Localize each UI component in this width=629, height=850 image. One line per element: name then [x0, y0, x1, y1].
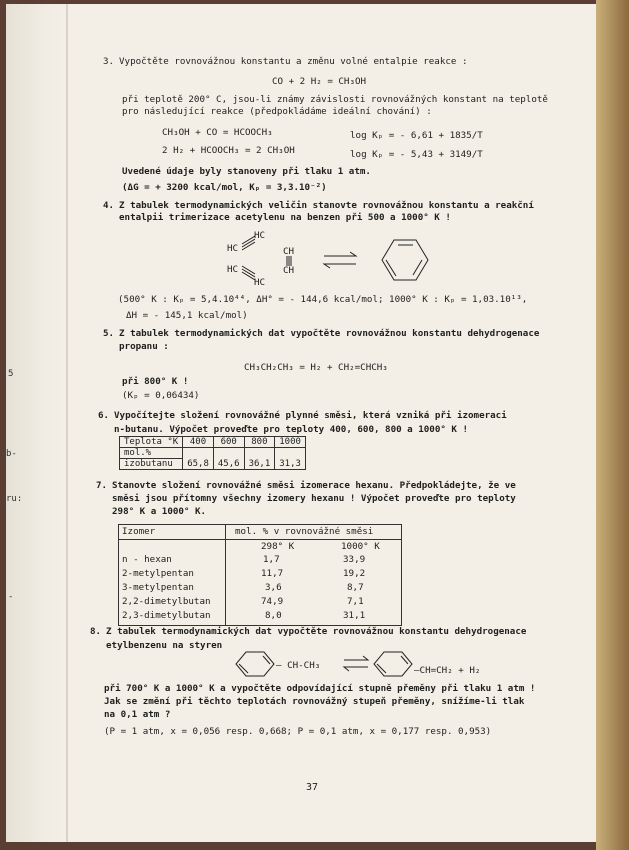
- p3-reaction-2: 2 H₂ + HCOOCH₃ = 2 CH₃OH: [162, 145, 295, 156]
- page-sheet: [6, 4, 596, 842]
- problem-number: 7.: [96, 480, 108, 491]
- benzene-double-bonds-icon: [239, 656, 270, 673]
- p7-text: Stanovte složení rovnovážné směsi izomerace hexanu. Předpokládejte, že ve: [112, 480, 516, 491]
- table-cell: 3,6: [265, 582, 282, 593]
- isomer-name: 2,3-dimetylbutan: [122, 610, 211, 621]
- table-header: mol. % v rovnovážné směsi: [235, 526, 374, 537]
- p3-text: Uvedené údaje byly stanoveny při tlaku 1 atm.: [122, 166, 371, 177]
- benzene-double-bonds-icon: [377, 656, 408, 673]
- p5-text: propanu :: [119, 341, 169, 352]
- table-cell: 8,7: [347, 582, 364, 593]
- p7-text: 298° K a 1000° K.: [112, 506, 207, 517]
- problem-number: 6.: [98, 410, 110, 421]
- p8-answer: (P = 1 atm, x = 0,056 resp. 0,668; P = 0,1 atm, x = 0,177 resp. 0,953): [104, 726, 492, 737]
- p8-text: etylbenzenu na styren: [106, 640, 223, 651]
- benzene-ring-icon: [236, 652, 274, 676]
- problem-number: 8.: [90, 626, 102, 637]
- table-cell: 19,2: [343, 568, 366, 579]
- acetylene-label: HC: [254, 277, 266, 288]
- table-subheader: 1000° K: [341, 541, 380, 552]
- acetylene-label: CH: [283, 265, 295, 276]
- table-cell: 74,9: [261, 596, 284, 607]
- p5-text: Z tabulek termodynamických dat vypočtěte rovnovážnou konstantu dehydrogenace: [119, 328, 540, 339]
- table-cell: 36,1: [244, 448, 275, 470]
- table-cell: 8,0: [265, 610, 282, 621]
- table-cell: 33,9: [343, 554, 366, 565]
- isomer-name: 2,2-dimetylbutan: [122, 596, 211, 607]
- p5-text: při 800° K !: [122, 376, 189, 387]
- table-cell: 800: [244, 437, 275, 448]
- p8-text: na 0,1 atm ?: [104, 709, 171, 720]
- p8-text: Jak se změní při těchto teplotách rovnovážný stupeň přeměny, snížíme-li tlak: [104, 696, 525, 707]
- p6-text: n-butanu. Výpočet proveďte pro teploty 400, 600, 800 a 1000° K !: [114, 424, 469, 435]
- p3-text: pro následující reakce (předpokládáme ideální chování) :: [122, 106, 432, 117]
- margin-fragment: b-: [6, 449, 17, 459]
- p3-logk-2: log Kₚ = - 5,43 + 3149/T: [350, 149, 483, 160]
- p3-answer: (ΔG = + 3200 kcal/mol, Kₚ = 3,3.10⁻²): [122, 182, 327, 193]
- isomer-name: 2-metylpentan: [122, 568, 194, 579]
- table-cell: 600: [213, 437, 244, 448]
- p4-answer: (500° K : Kₚ = 5,4.10⁴⁴, ΔH° = - 144,6 kcal/mol; 1000° K : Kₚ = 1,03.10¹³,: [118, 294, 528, 305]
- p4-text: Z tabulek termodynamických veličin stanovte rovnovážnou konstantu a reakční: [119, 200, 534, 211]
- p3-text: Vypočtěte rovnovážnou konstantu a změnu volné entalpie reakce :: [119, 56, 468, 67]
- table-header: Teplota °K: [120, 437, 183, 448]
- p3-text: při teplotě 200° C, jsou-li známy závislosti rovnovážných konstant na teplotě: [122, 94, 548, 105]
- margin-fragment: ru:: [6, 494, 23, 504]
- table-cell: 31,1: [343, 610, 366, 621]
- p3-logk-1: log Kₚ = - 6,61 + 1835/T: [350, 130, 483, 141]
- table-row-label: izobutanu: [120, 459, 183, 470]
- table-cell: 31,3: [275, 448, 306, 470]
- p5-answer: (Kₚ = 0,06434): [122, 390, 200, 401]
- table-cell: 65,8: [183, 448, 214, 470]
- problem-number: 3.: [103, 56, 115, 67]
- table-cell: 1000: [275, 437, 306, 448]
- table-cell: 1,7: [263, 554, 280, 565]
- table-cell: 11,7: [261, 568, 284, 579]
- isomer-name: 3-metylpentan: [122, 582, 194, 593]
- table-cell: 400: [183, 437, 214, 448]
- p4-answer: ΔH = - 145,1 kcal/mol): [126, 310, 248, 321]
- p4-text: entalpii trimerizace acetylenu na benzen při 500 a 1000° K !: [119, 212, 451, 223]
- table-header: Izomer: [122, 526, 156, 537]
- equilibrium-arrow-icon: [344, 656, 368, 660]
- book-cover-edge: [596, 0, 629, 850]
- ethyl-substituent: — CH-CH₃: [276, 660, 321, 671]
- problem-number: 4.: [103, 200, 115, 211]
- styrene-drawing: [6, 4, 596, 842]
- acetylene-label: HC: [254, 230, 266, 241]
- page-number: 37: [306, 782, 319, 793]
- p3-reaction-1: CH₃OH + CO = HCOOCH₃: [162, 127, 273, 138]
- benzene-ring-icon: [374, 652, 412, 676]
- vinyl-substituent: —CH=CH₂ + H₂: [414, 665, 481, 676]
- table-cell: 45,6: [213, 448, 244, 470]
- p8-text: při 700° K a 1000° K a vypočtěte odpovídající stupně přeměny při tlaku 1 atm !: [104, 683, 536, 694]
- table-row-label: mol.%: [120, 448, 183, 459]
- acetylene-label: HC: [227, 264, 239, 275]
- isomer-name: n - hexan: [122, 554, 172, 565]
- p6-text: Vypočítejte složení rovnovážné plynné směsi, která vzniká při izomeraci: [114, 410, 507, 421]
- p7-text: směsi jsou přítomny všechny izomery hexanu ! Výpočet proveďte pro teploty: [112, 493, 516, 504]
- table-cell: 7,1: [347, 596, 364, 607]
- acetylene-label: CH: [283, 246, 295, 257]
- acetylene-label: HC: [227, 243, 239, 254]
- equilibrium-arrow-icon: [344, 667, 368, 671]
- margin-fragment: -: [8, 592, 14, 602]
- p5-reaction: CH₃CH₂CH₃ = H₂ + CH₂=CHCH₃: [244, 362, 388, 373]
- p8-text: Z tabulek termodynamických dat vypočtěte rovnovážnou konstantu dehydrogenace: [106, 626, 527, 637]
- table-subheader: 298° K: [261, 541, 295, 552]
- margin-fragment: 5: [8, 369, 14, 379]
- p3-reaction: CO + 2 H₂ = CH₃OH: [272, 76, 367, 87]
- problem-number: 5.: [103, 328, 115, 339]
